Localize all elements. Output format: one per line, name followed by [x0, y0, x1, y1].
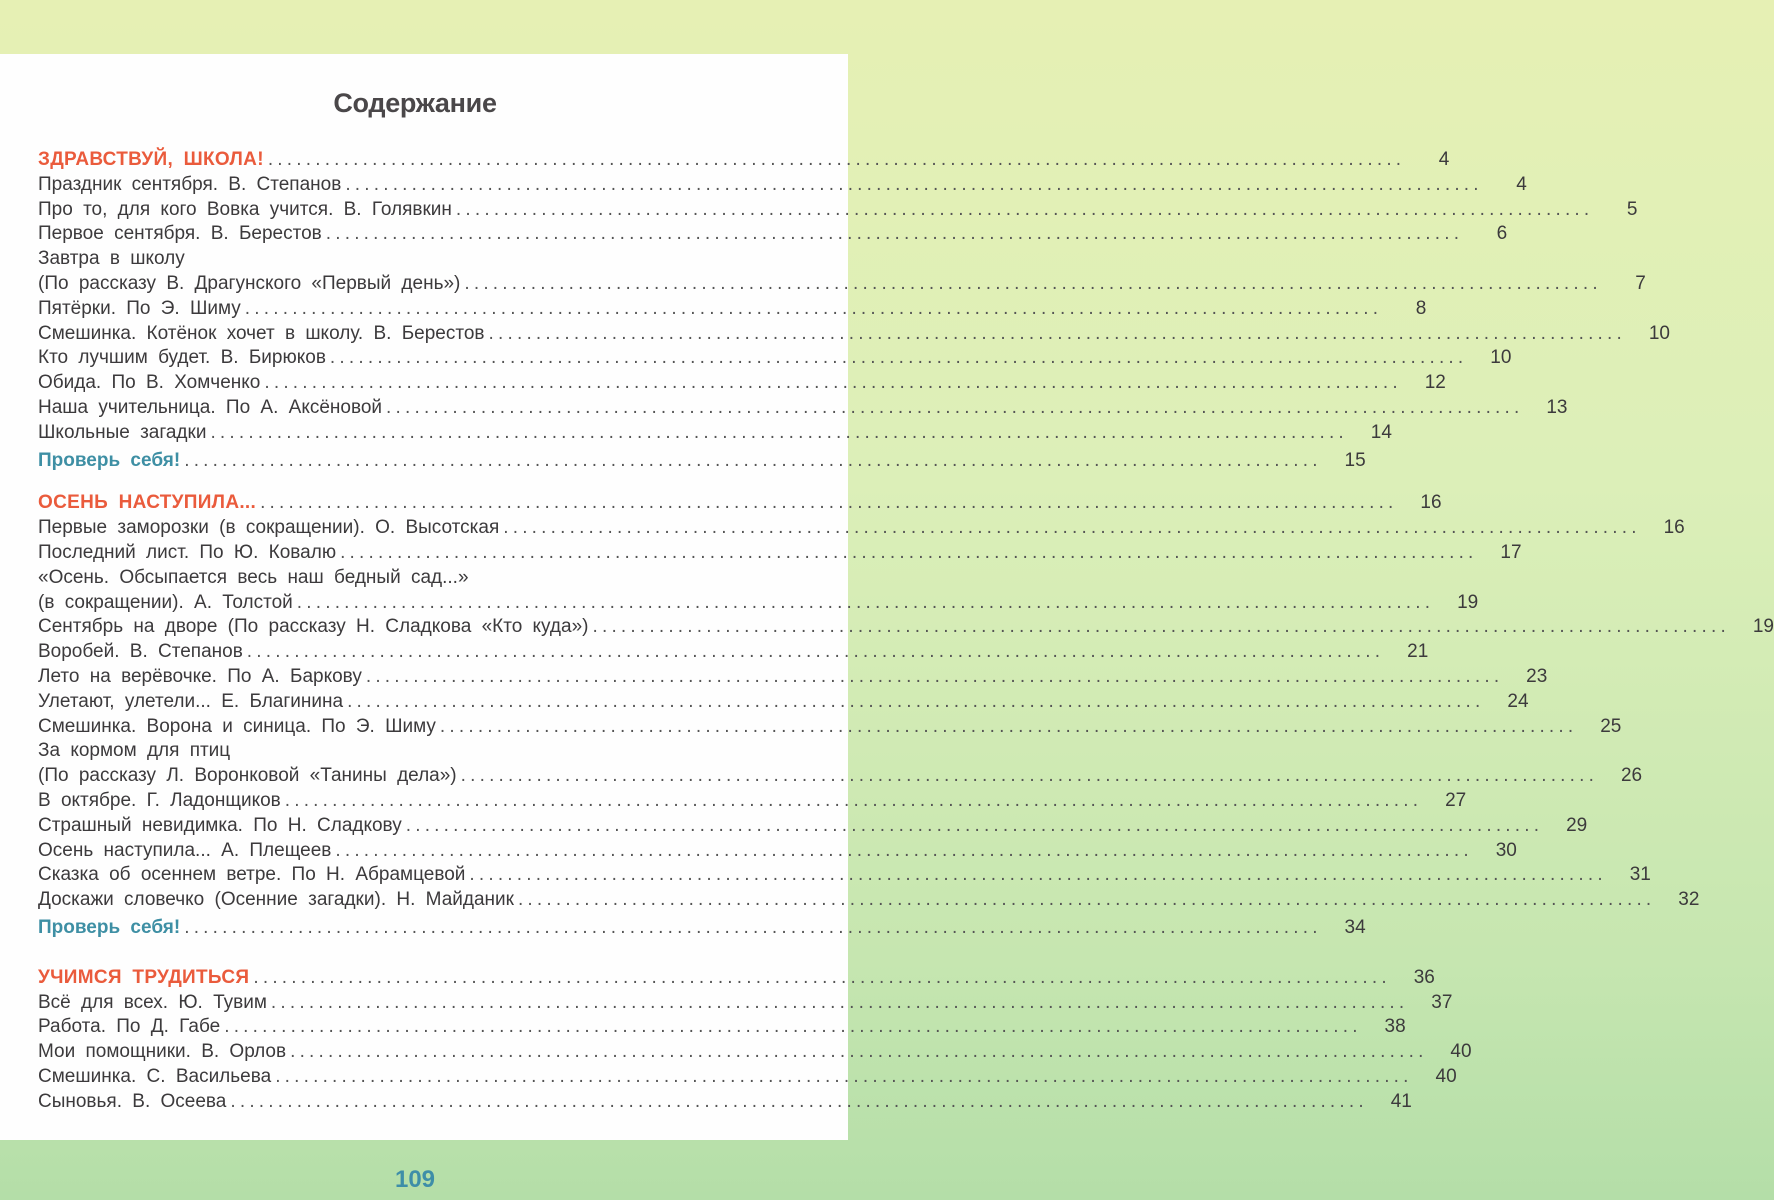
entry-title: Сыновья. В. Осеева: [38, 1090, 227, 1112]
entry-title: Сентябрь на дворе (По рассказу Н. Сладкова «Кто куда»): [38, 616, 589, 638]
page-number: 109: [394, 1166, 436, 1193]
table-of-contents: [38, 148, 1774, 1114]
entry-title: Наша учительница. По А. Аксёновой: [38, 396, 383, 418]
entry-title: Пятёрки. По Э. Шиму: [38, 297, 241, 319]
toc-entry[interactable]: [38, 591, 1479, 616]
entry-title: «Осень. Обсыпается весь наш бедный сад...»: [38, 566, 469, 588]
dot-leader: ........................................................................................................................: [224, 1016, 1362, 1038]
entry-page: 19: [1457, 591, 1479, 613]
entry-title: (По рассказу Л. Воронковой «Танины дела»): [38, 765, 457, 787]
entry-title: Кто лучшим будет. В. Бирюков: [38, 347, 326, 369]
entry-page: 24: [1507, 690, 1529, 712]
entry-title: Страшный невидимка. По Н. Сладкову: [38, 814, 402, 836]
dot-leader: ........................................................................................................................: [184, 449, 1322, 471]
dot-leader: ........................................................................................................................: [329, 347, 1468, 369]
entry-title: Проверь себя!: [38, 449, 181, 471]
toc-entry[interactable]: [38, 615, 1774, 640]
dot-leader: ........................................................................................................................: [517, 889, 1656, 911]
page-title: Содержание: [333, 88, 497, 118]
toc-entry[interactable]: [38, 1090, 1412, 1115]
entry-page: 34: [1344, 916, 1366, 938]
entry-page: 29: [1566, 814, 1588, 836]
section-heading[interactable]: [38, 148, 1450, 173]
toc-entry[interactable]: [38, 839, 1517, 864]
entry-page: 26: [1620, 765, 1643, 787]
entry-page: 17: [1500, 541, 1522, 563]
toc-entry[interactable]: [38, 1065, 1457, 1090]
entry-title: Смешинка. Ворона и синица. По Э. Шиму: [38, 715, 436, 737]
entry-page: 32: [1678, 889, 1700, 911]
toc-entry[interactable]: [38, 396, 1568, 421]
toc-entry[interactable]: [38, 764, 1643, 789]
toc-entry[interactable]: [38, 640, 1429, 665]
toc-entry[interactable]: [38, 516, 1685, 541]
entry-title: Сказка об осеннем ветре. По Н. Абрамцевой: [38, 864, 466, 886]
entry-title: УЧИМСЯ ТРУДИТЬСЯ: [38, 966, 250, 988]
dot-leader: ........................................................................................................................: [455, 198, 1594, 220]
dot-leader: ........................................................................................................................: [347, 690, 1485, 712]
entry-title: Мои помощники. В. Орлов: [38, 1041, 287, 1063]
section-heading[interactable]: [38, 491, 1442, 516]
self-check-entry[interactable]: [38, 449, 1366, 474]
toc-entry[interactable]: [38, 297, 1427, 322]
toc-entry[interactable]: [38, 991, 1453, 1016]
dot-leader: ........................................................................................................................: [184, 916, 1322, 938]
section-gap: [38, 941, 790, 966]
entry-page: 4: [1516, 173, 1527, 195]
entry-title: Проверь себя!: [38, 916, 181, 938]
entry-page: 31: [1629, 864, 1651, 886]
toc-entry[interactable]: [38, 272, 1646, 297]
entry-title: (в сокращении). А. Толстой: [38, 591, 293, 613]
entry-title: Воробей. В. Степанов: [38, 641, 243, 663]
entry-page: 13: [1546, 396, 1568, 418]
entry-title: В октябре. Г. Ладонщиков: [38, 789, 281, 811]
dot-leader: ........................................................................................................................: [439, 715, 1578, 737]
entry-page: 21: [1407, 641, 1429, 663]
entry-page: 16: [1420, 492, 1442, 514]
toc-entry[interactable]: [38, 173, 1527, 198]
entry-title: ОСЕНЬ НАСТУПИЛА...: [38, 492, 257, 514]
entry-title: Школьные загадки: [38, 421, 207, 443]
entry-title: Доскажи словечко (Осенние загадки). Н. Майданик: [38, 889, 514, 911]
dot-leader: ........................................................................................................................: [296, 591, 1435, 613]
dot-leader: ........................................................................................................................: [345, 173, 1483, 195]
dot-leader: ........................................................................................................................: [335, 839, 1473, 861]
entry-page: 27: [1445, 789, 1467, 811]
toc-entry[interactable]: [38, 789, 1467, 814]
dot-leader: ........................................................................................................................: [488, 322, 1626, 344]
entry-page: 25: [1600, 715, 1622, 737]
entry-title: (По рассказу В. Драгунского «Первый день»): [38, 272, 461, 294]
dot-leader: ........................................................................................................................: [264, 372, 1402, 394]
entry-title: Лето на верёвочке. По А. Баркову: [38, 665, 362, 687]
toc-entry[interactable]: [38, 739, 790, 764]
dot-leader: ........................................................................................................................: [270, 991, 1409, 1013]
toc-entry[interactable]: [38, 665, 1548, 690]
entry-page: 6: [1496, 223, 1508, 245]
entry-page: 8: [1415, 297, 1427, 319]
entry-page: 5: [1626, 198, 1638, 220]
toc-entry[interactable]: [38, 814, 1588, 839]
toc-entry[interactable]: [38, 715, 1622, 740]
dot-leader: ........................................................................................................................: [260, 492, 1398, 514]
section-heading[interactable]: [38, 966, 1435, 991]
dot-leader: ........................................................................................................................: [365, 665, 1504, 687]
entry-page: 4: [1438, 149, 1450, 170]
dot-leader: ........................................................................................................................: [325, 223, 1464, 245]
section-gap: [38, 473, 790, 491]
entry-page: 15: [1344, 449, 1366, 471]
entry-title: Улетают, улетели... Е. Благинина: [38, 690, 344, 712]
entry-title: Про то, для кого Вовка учится. В. Голявкин: [38, 198, 452, 220]
entry-page: 19: [1752, 616, 1774, 638]
dot-leader: ........................................................................................................................: [246, 641, 1385, 663]
toc-entry[interactable]: [38, 690, 1529, 715]
dot-leader: ........................................................................................................................: [592, 616, 1730, 638]
entry-title: Последний лист. По Ю. Ковалю: [38, 541, 337, 563]
entry-title: ЗДРАВСТВУЙ, ШКОЛА!: [38, 149, 264, 170]
toc-entry[interactable]: [38, 1040, 1472, 1065]
entry-page: 10: [1490, 347, 1512, 369]
entry-title: За кормом для птиц: [38, 740, 231, 762]
dot-leader: ........................................................................................................................: [244, 297, 1383, 319]
entry-page: 40: [1450, 1041, 1472, 1063]
entry-page: 38: [1384, 1016, 1406, 1038]
toc-entry[interactable]: [38, 1015, 1406, 1040]
entry-title: Обида. По В. Хомченко: [38, 372, 261, 394]
dot-leader: ........................................................................................................................: [386, 396, 1524, 418]
entry-title: Праздник сентября. В. Степанов: [38, 173, 342, 195]
entry-title: Всё для всех. Ю. Тувим: [38, 991, 267, 1013]
dot-leader: ........................................................................................................................: [464, 272, 1602, 294]
toc-entry[interactable]: [38, 222, 1508, 247]
dot-leader: ........................................................................................................................: [405, 814, 1544, 836]
toc-entry[interactable]: [38, 371, 1446, 396]
entry-page: 41: [1390, 1090, 1412, 1112]
dot-leader: ........................................................................................................................: [460, 765, 1599, 787]
entry-page: 16: [1663, 517, 1685, 539]
entry-page: 40: [1435, 1065, 1457, 1087]
dot-leader: ........................................................................................................................: [267, 149, 1406, 170]
entry-title: Смешинка. Котёнок хочет в школу. В. Берестов: [38, 322, 485, 344]
toc-entry[interactable]: [38, 566, 790, 591]
entry-title: Смешинка. С. Васильева: [38, 1065, 272, 1087]
dot-leader: ........................................................................................................................: [503, 517, 1641, 539]
toc-entry[interactable]: [38, 322, 1670, 347]
self-check-entry[interactable]: [38, 916, 1366, 941]
dot-leader: ........................................................................................................................: [210, 421, 1348, 443]
toc-entry[interactable]: [38, 198, 1638, 223]
entry-title: Работа. По Д. Габе: [38, 1016, 221, 1038]
entry-page: 37: [1431, 991, 1453, 1013]
toc-entry[interactable]: [38, 541, 1522, 566]
entry-page: 30: [1495, 839, 1517, 861]
entry-page: 10: [1648, 322, 1670, 344]
entry-page: 12: [1424, 372, 1446, 394]
entry-title: Завтра в школу: [38, 248, 185, 270]
dot-leader: ........................................................................................................................: [340, 541, 1478, 563]
entry-title: Первое сентября. В. Берестов: [38, 223, 322, 245]
dot-leader: ........................................................................................................................: [275, 1065, 1413, 1087]
toc-entry[interactable]: [38, 247, 790, 272]
entry-page: 7: [1635, 272, 1646, 294]
entry-title: Первые заморозки (в сокращении). О. Высотская: [38, 517, 500, 539]
dot-leader: ........................................................................................................................: [253, 966, 1391, 988]
dot-leader: ........................................................................................................................: [284, 789, 1423, 811]
toc-entry[interactable]: [38, 346, 1512, 371]
toc-entry[interactable]: [38, 863, 1651, 888]
toc-entry[interactable]: [38, 888, 1700, 913]
entry-page: 23: [1526, 665, 1548, 687]
entry-page: 36: [1413, 966, 1435, 988]
entry-title: Осень наступила... А. Плещеев: [38, 839, 332, 861]
entry-page: 14: [1370, 421, 1392, 443]
dot-leader: ........................................................................................................................: [469, 864, 1607, 886]
toc-entry[interactable]: [38, 421, 1392, 446]
dot-leader: ........................................................................................................................: [230, 1090, 1368, 1112]
dot-leader: ........................................................................................................................: [290, 1041, 1428, 1063]
